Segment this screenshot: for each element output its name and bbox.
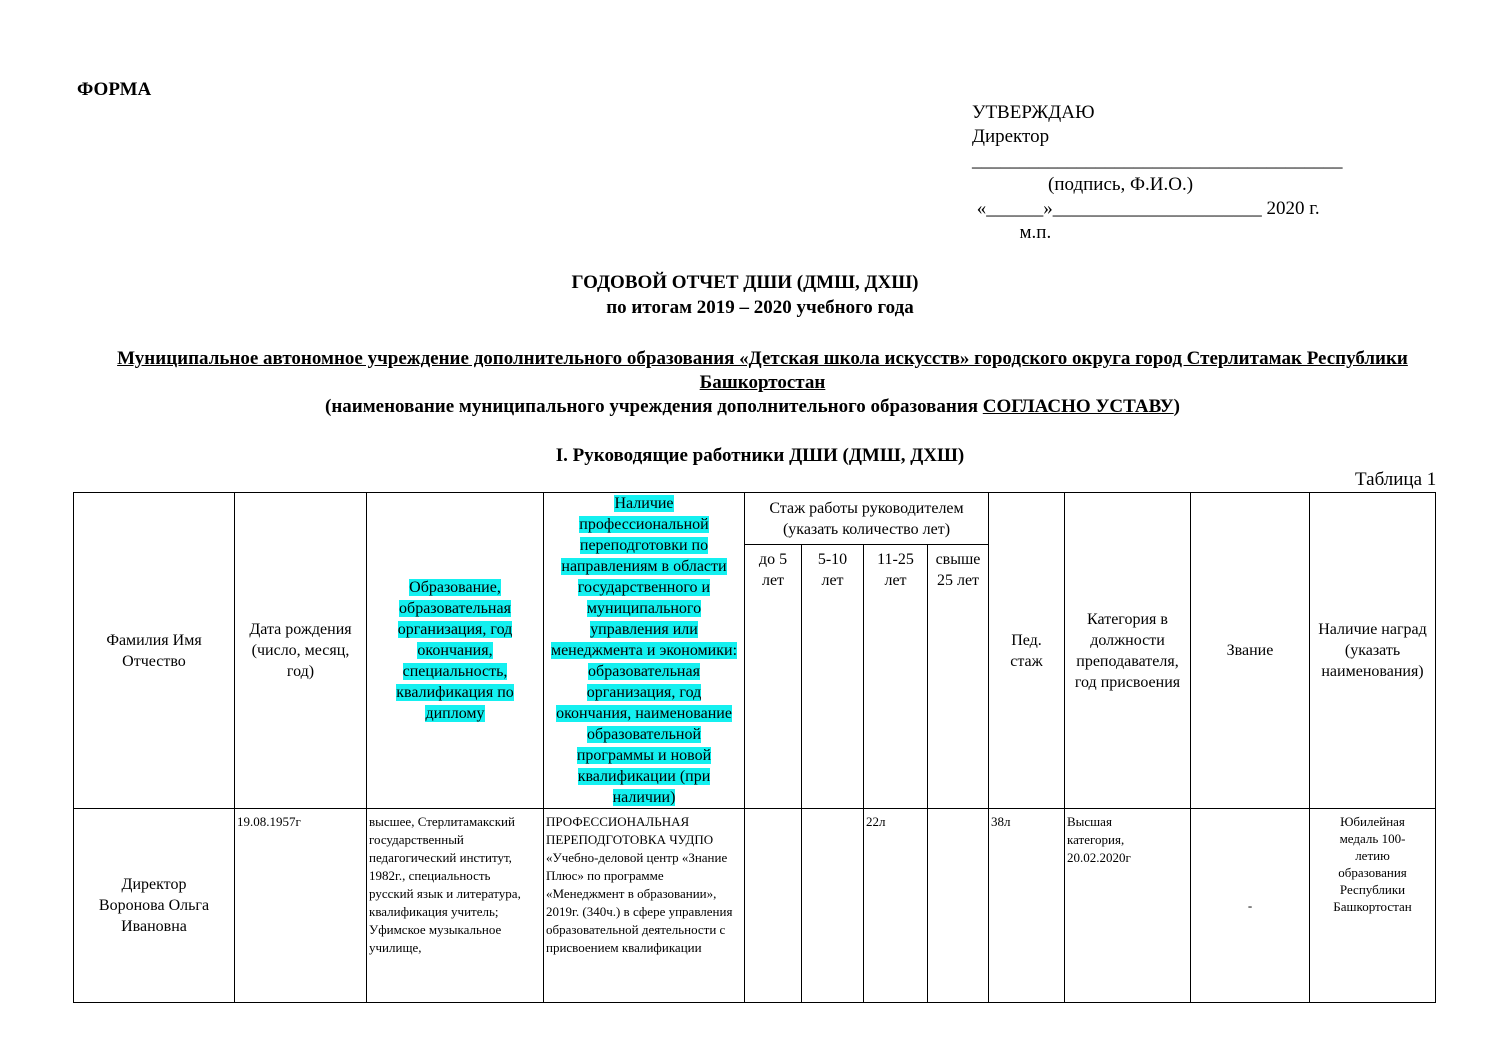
header-exp-4: свыше 25 лет bbox=[928, 545, 989, 809]
cell-exp-4 bbox=[928, 809, 989, 1003]
cell-birth: 19.08.1957г bbox=[235, 809, 367, 1003]
cell-education: высшее, Стерлитамакский государственный педагогический институт, 1982г., специальность русский язык и литература, квалификация учитель; Уфимское музыкальное училище, bbox=[367, 809, 544, 1003]
stamp-place: м.п. bbox=[972, 222, 1052, 243]
organization-name bbox=[80, 347, 1445, 395]
cell-retraining: ПРОФЕССИОНАЛЬНАЯ ПЕРЕПОДГОТОВКА ЧУДПО «Учебно-деловой центр «Знание Плюс» по программе «Менеджмент в образовании», 2019г. (340ч.) в сфере управления образовательной деятельности с присвоением квалификации bbox=[544, 809, 745, 1003]
table-label: Таблица 1 bbox=[1355, 469, 1437, 490]
header-name: Фамилия Имя Отчество bbox=[74, 493, 235, 809]
header-awards: Наличие наград (указать наименования) bbox=[1310, 493, 1436, 809]
cell-category: Высшая категория, 20.02.2020г bbox=[1065, 809, 1191, 1003]
header-retraining bbox=[544, 493, 745, 809]
header-exp-1: до 5 лет bbox=[745, 545, 802, 809]
cell-exp-2 bbox=[802, 809, 864, 1003]
header-category: Категория в должности преподавателя, год присвоения bbox=[1065, 493, 1191, 809]
header-experience: Стаж работы руководителем (указать количество лет) bbox=[745, 493, 989, 545]
approval-position: Директор bbox=[972, 126, 1050, 147]
cell-ped: 38л bbox=[989, 809, 1065, 1003]
cell-rank: - bbox=[1191, 809, 1310, 1003]
header-retraining-text: Наличие профессиональной переподготовки по направлениям в области государственного и муниципального управления или менеджмента и экономики: образовательная организация, год окончания, наименование образовательной программы и новой квалификации (при наличии) bbox=[550, 495, 738, 806]
cell-awards: Юбилейная медаль 100-летию образования Республики Башкортостан bbox=[1310, 809, 1436, 1003]
header-exp-3: 11-25 лет bbox=[864, 545, 928, 809]
organization-caption bbox=[80, 396, 1425, 418]
header-ped: Пед. стаж bbox=[989, 493, 1065, 809]
caption-end: ) bbox=[1173, 396, 1180, 417]
date-line: «______»______________________ 2020 г. bbox=[972, 198, 1320, 219]
header-rank: Звание bbox=[1191, 493, 1310, 809]
signature-caption: (подпись, Ф.И.О.) bbox=[972, 174, 1194, 195]
cell-exp-3: 22л bbox=[864, 809, 928, 1003]
form-label: ФОРМА bbox=[77, 79, 152, 100]
cell-name: Директор Воронова Ольга Ивановна bbox=[74, 809, 235, 1003]
caption-start: (наименование муниципального учреждения дополнительного образования bbox=[325, 396, 983, 417]
header-birth: Дата рождения (число, месяц, год) bbox=[235, 493, 367, 809]
approval-block bbox=[972, 101, 1392, 245]
table-row bbox=[74, 809, 1436, 1003]
caption-underlined: СОГЛАСНО УСТАВУ bbox=[982, 396, 1174, 417]
leaders-table bbox=[73, 492, 1436, 1003]
cell-exp-1 bbox=[745, 809, 802, 1003]
signature-line: _______________________________________ bbox=[972, 150, 1343, 171]
report-title: ГОДОВОЙ ОТЧЕТ ДШИ (ДМШ, ДХШ) bbox=[571, 272, 919, 293]
organization-name-text: Муниципальное автономное учреждение дополнительного образования «Детская школа искусств» городского округа город Стерлитамак Республики Башкортостан bbox=[117, 348, 1408, 393]
header-exp-2: 5-10 лет bbox=[802, 545, 864, 809]
header-education bbox=[367, 493, 544, 809]
approval-heading: УТВЕРЖДАЮ bbox=[972, 102, 1095, 123]
section-title: I. Руководящие работники ДШИ (ДМШ, ДХШ) bbox=[555, 445, 965, 466]
header-education-text: Образование, образовательная организация, год окончания, специальность, квалификация по диплому bbox=[396, 579, 514, 722]
report-subtitle: по итогам 2019 – 2020 учебного года bbox=[606, 297, 914, 318]
